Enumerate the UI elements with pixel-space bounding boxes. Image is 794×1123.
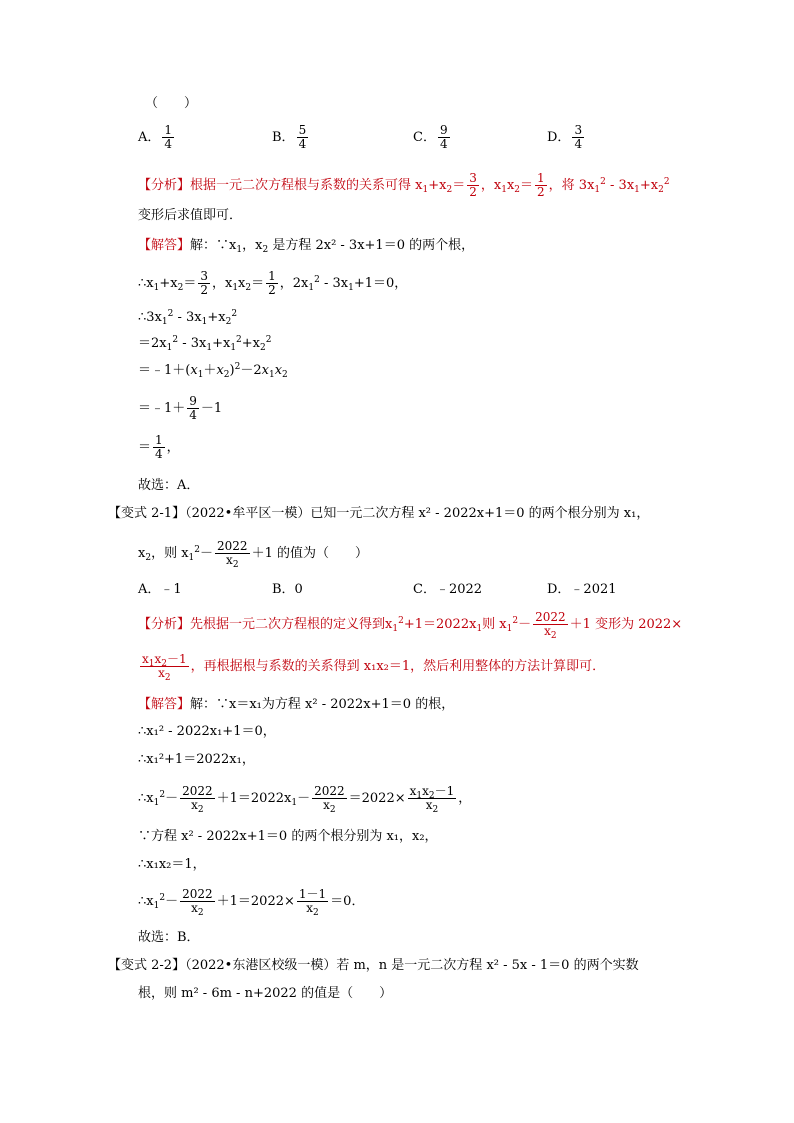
option-b: [272, 124, 310, 151]
answer-line: 故选：A．: [138, 478, 200, 493]
variant-stem-tail: 的值为（ ）: [276, 546, 368, 561]
option-label: B．: [272, 130, 295, 145]
solution-line-1: 【解答】解：$\because x_1$，$x_2$ 是方程 2x² - 3x+1＝0 的两个根，: [138, 238, 475, 255]
option-a: [138, 124, 176, 151]
variant-2-1-line-1: [108, 506, 649, 522]
variant-2-1-line-2: $x_2$，则 $x_1^2-$ $\frac{2022}{x_2}$ ＋1 的值为（ ）: [138, 539, 368, 570]
solution-line-3: ∴x₁²+1＝2022x₁，: [138, 752, 255, 767]
option-d: [547, 124, 586, 151]
option-d: D．﹣2021: [547, 582, 617, 597]
analysis-text: 根据一元二次方程根与系数的关系可得: [190, 178, 412, 193]
variant-source: （2022•东港区校级一模）: [185, 958, 337, 973]
option-label: C．: [413, 130, 436, 145]
variant-tag: 【变式 2-2】: [108, 958, 186, 973]
option-a: A．﹣1: [138, 582, 182, 597]
variant-source: （2022•牟平区一模）: [185, 506, 311, 521]
solution-line-6: ＝﹣1＋ $\frac{9}{4}$ －1: [138, 394, 223, 422]
option-c: C．﹣2022: [413, 582, 483, 597]
frac-den: 4: [439, 137, 448, 151]
question-paren: （ ）: [145, 96, 198, 111]
solution-line-4: $\therefore x_1^2-$ $\frac{2022}{x_2}$ $+1=2022x_1-$ $\frac{2022}{x_2}$ ＝2022× $\frac{x_1x_2-1}{x_2}$ ，: [138, 784, 472, 815]
solution-tag: 【解答】: [138, 238, 191, 253]
solution-tag: 【解答】: [138, 697, 191, 712]
frac-den: 4: [298, 137, 307, 151]
analysis-line-1: 【分析】先根据一元二次方程根的定义得到$x_1^2+1=2022x_1$则 $x_1^2-$ $\frac{2022}{x_2}$ ＋1 变形为 2022×: [138, 610, 683, 641]
option-b: B．0: [272, 582, 303, 597]
solution-prefix: 解：∵: [190, 238, 230, 253]
solution-text: 解：∵x＝x₁为方程 x² - 2022x+1＝0 的根，: [190, 697, 455, 712]
solution-line-7: ＝ $\frac{1}{4}$ ，: [138, 433, 180, 461]
frac-den: 4: [574, 137, 583, 151]
analysis-tag: 【分析】: [138, 178, 191, 193]
variant-tag: 【变式 2-1】: [108, 506, 186, 521]
variant-stem: 已知一元二次方程 x² - 2022x+1＝0 的两个根分别为 x₁，: [310, 506, 650, 521]
variant-2-2-line-2: 根，则 m² - 6m - n+2022 的值是（ ）: [138, 986, 393, 1001]
option-label: D．: [547, 130, 571, 145]
solution-line-2: $\therefore x_1+x_2=$ $\frac{3}{2}$ ，$x_1x_2=$ $\frac{1}{2}$ ，$2x_1^2 - 3x_1+1=0$，: [138, 269, 408, 297]
analysis-text: ，再根据根与系数的关系得到 x₁x₂＝1，然后利用整体的方法计算即可．: [190, 659, 606, 674]
analysis-tag: 【分析】: [138, 617, 191, 632]
solution-line-1: [138, 697, 454, 713]
analysis-line-2: $\frac{x_1x_2-1}{x_2}$ ，再根据根与系数的关系得到 x₁x₂＝1，然后利用整体的方法计算即可．: [142, 652, 606, 683]
frac-num: 9: [439, 123, 448, 137]
solution-line-2: ∴x₁² - 2022x₁+1＝0，: [138, 724, 276, 739]
variant-2-2-line-1: [108, 958, 639, 974]
frac-num: 3: [574, 123, 583, 137]
analysis-text: 先根据一元二次方程根的定义得到: [190, 617, 386, 632]
option-label: A．: [138, 130, 161, 145]
solution-line-3: $\therefore 3x_1^2 - 3x_1+x_2^2$: [138, 309, 238, 327]
frac-num: 1: [164, 123, 173, 137]
variant-stem: 若 m，n 是一元二次方程 x² - 5x - 1＝0 的两个实数: [336, 958, 639, 973]
solution-line-6: ∴x₁x₂＝1，: [138, 857, 206, 872]
answer-line: 故选：B．: [138, 930, 200, 945]
frac-den: 4: [164, 137, 173, 151]
option-c: [413, 124, 452, 151]
analysis-line-1: 【分析】根据一元二次方程根与系数的关系可得 $x_1+x_2=$ $\frac{3}{2}$ ，$x_1x_2=$ $\frac{1}{2}$ ，将 $3x_1^2 - 3x_1+x_2^2$: [138, 171, 670, 199]
analysis-line-2: 变形后求值即可．: [138, 208, 243, 223]
frac-num: 5: [298, 123, 307, 137]
solution-line-7: $\therefore x_1^2-$ $\frac{2022}{x_2}$ ＋1＝2022× $\frac{1-1}{x_2}$ ＝0．: [138, 887, 365, 918]
solution-line-5: ∵方程 x² - 2022x+1＝0 的两个根分别为 x₁，x₂，: [138, 829, 438, 844]
solution-line-5: $=﹣1+(x_1+x_2)^2-2x_1x_2$: [138, 362, 288, 380]
solution-tail: 是方程 2x² - 3x+1＝0 的两个根，: [272, 238, 475, 253]
solution-line-4: $=2x_1^2 - 3x_1+x_1^2+x_2^2$: [138, 335, 272, 353]
